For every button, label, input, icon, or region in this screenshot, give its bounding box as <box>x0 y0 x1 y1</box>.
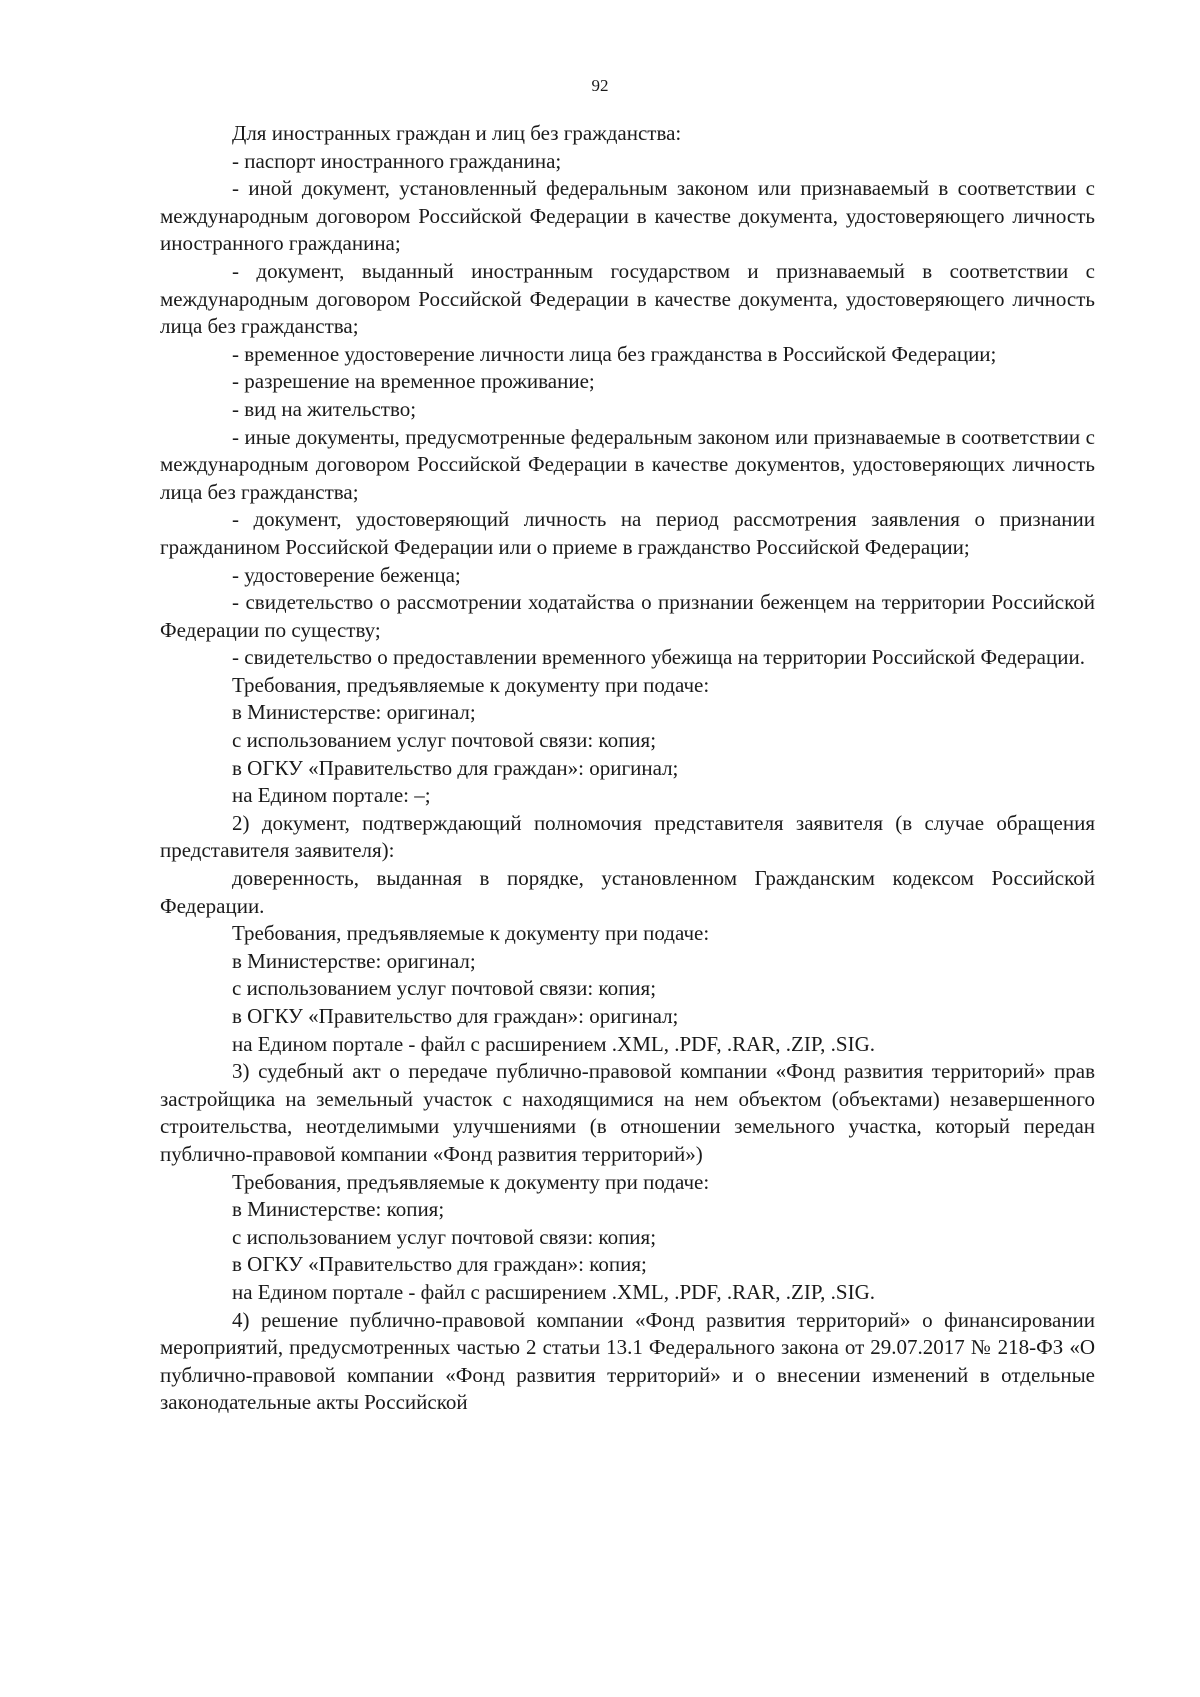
requirement-line: с использованием услуг почтовой связи: копия; <box>232 728 657 753</box>
requirement-line: с использованием услуг почтовой связи: копия; <box>232 976 657 1001</box>
list-item: - свидетельство о рассмотрении ходатайства о признании беженцем на территории Российской Федерации по существу; <box>160 590 1095 642</box>
list-item: - разрешение на временное проживание; <box>232 369 595 394</box>
requirements-heading: Требования, предъявляемые к документу при подаче: <box>232 1169 710 1194</box>
list-item: - иные документы, предусмотренные федеральным законом или признаваемые в соответствии с международным договором Российской Федерации в качестве документов, удостоверяющих личность лица без гражданства; <box>160 424 1095 504</box>
page-number: 92 <box>591 76 609 95</box>
requirement-line: в Министерстве: копия; <box>232 1197 445 1222</box>
numbered-item-3: 3) судебный акт о передаче публично-правовой компании «Фонд развития территорий» прав застройщика на земельный участок с находящимися на нем объектом (объектами) незавершенного строительства, неотделимыми улучшениями (в отношении земельного участка, который передан публично-правовой компании «Фонд развития территорий») <box>160 1059 1095 1166</box>
list-item: - паспорт иностранного гражданина; <box>232 148 562 173</box>
paragraph-foreign-citizens-heading: Для иностранных граждан и лиц без гражданства: <box>232 121 682 145</box>
requirement-line: в ОГКУ «Правительство для граждан»: оригинал; <box>232 755 679 780</box>
list-item: - удостоверение беженца; <box>232 562 461 587</box>
requirement-line: в ОГКУ «Правительство для граждан»: оригинал; <box>232 1004 679 1028</box>
requirement-line: в Министерстве: оригинал; <box>232 948 476 973</box>
list-item: - свидетельство о предоставлении временного убежища на территории Российской Федерации. <box>232 645 1085 670</box>
requirements-heading: Требования, предъявляемые к документу при подаче: <box>232 921 710 946</box>
numbered-item-2: 2) документ, подтверждающий полномочия представителя заявителя (в случае обращения представителя заявителя): <box>160 810 1095 863</box>
requirement-line: на Едином портале - файл с расширением .XML, .PDF, .RAR, .ZIP, .SIG. <box>232 1279 876 1304</box>
requirement-line: на Едином портале: –; <box>232 783 431 808</box>
document-body <box>160 120 1095 1417</box>
list-item: - документ, удостоверяющий личность на период рассмотрения заявления о признании гражданином Российской Федерации или о приеме в гражданство Российской Федерации; <box>160 507 1095 559</box>
numbered-item-4: 4) решение публично-правовой компании «Фонд развития территорий» о финансировании мероприятий, предусмотренных частью 2 статьи 13.1 Федерального закона от 29.07.2017 № 218-ФЗ «О публично-правовой компании «Фонд развития территорий» и о внесении изменений в отдельные законодательные акты Российской <box>160 1307 1095 1415</box>
list-item: - временное удостоверение личности лица без гражданства в Российской Федерации; <box>232 341 997 366</box>
list-item: - иной документ, установленный федеральным законом или признаваемый в соответствии с международным договором Российской Федерации в качестве документа, удостоверяющего личность иностранного гражданина; <box>160 176 1095 256</box>
list-item: - документ, выданный иностранным государством и признаваемый в соответствии с международным договором Российской Федерации в качестве документа, удостоверяющего личность лица без гражданства; <box>160 258 1095 339</box>
requirement-line: с использованием услуг почтовой связи: копия; <box>232 1224 657 1249</box>
list-item: - вид на жительство; <box>232 396 417 421</box>
requirements-heading: Требования, предъявляемые к документу при подаче: <box>232 672 710 697</box>
requirement-line: в Министерстве: оригинал; <box>232 700 476 725</box>
requirement-line: в ОГКУ «Правительство для граждан»: копия; <box>232 1252 647 1277</box>
paragraph: доверенность, выданная в порядке, установленном Гражданским кодексом Российской Федерации. <box>160 866 1095 918</box>
requirement-line: на Едином портале - файл с расширением .XML, .PDF, .RAR, .ZIP, .SIG. <box>232 1031 876 1056</box>
